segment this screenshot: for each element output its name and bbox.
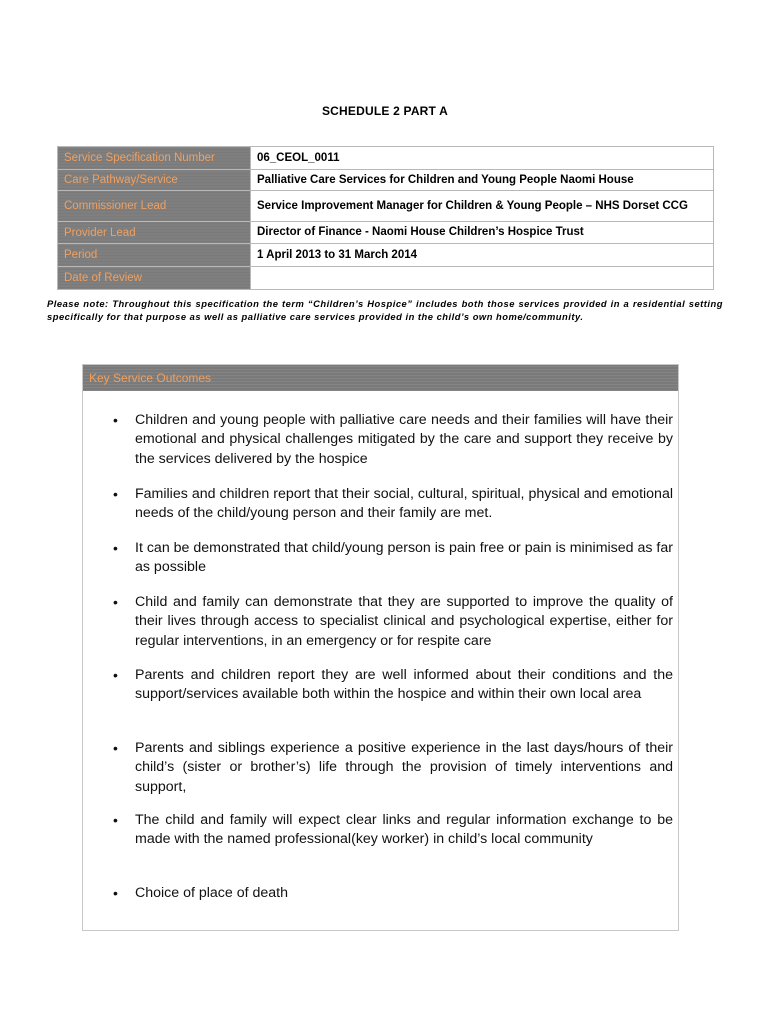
- bullet-icon: •: [113, 412, 118, 428]
- spec-row-commissioner-lead: [58, 191, 714, 222]
- spec-label: Commissioner Lead: [58, 191, 251, 222]
- outcome-item: [113, 593, 673, 651]
- spec-value: Director of Finance - Naomi House Children’s Hospice Trust: [251, 222, 714, 244]
- outcome-text: Choice of place of death: [135, 885, 289, 901]
- outcome-text: Families and children report that their social, cultural, spiritual, physical and emotional needs of the child/young person and their family are met.: [135, 486, 673, 522]
- service-specification-table: [57, 146, 714, 290]
- outcome-text: Parents and siblings experience a positive experience in the last days/hours of their child’s (sister or brother’s) life through the provision of timely interventions and support,: [135, 740, 673, 795]
- spec-value: [251, 267, 714, 290]
- spec-value: Palliative Care Services for Children and Young People Naomi House: [251, 170, 714, 191]
- spec-row-date-of-review: [58, 267, 714, 290]
- bullet-icon: •: [113, 540, 118, 556]
- please-note-paragraph: Please note: Throughout this specification the term “Children’s Hospice” includes both those services provided in a residential setting specifically for that purpose as well as palliative care services provided in the child’s own home/community.: [47, 298, 723, 322]
- outcome-text: Child and family can demonstrate that they are supported to improve the quality of their lives through access to specialist clinical and psychological expertise, either for regular interventions, in an emergency or for respite care: [135, 594, 673, 649]
- outcome-text: Children and young people with palliative care needs and their families will have their emotional and physical challenges mitigated by the care and support they receive by the services delivered by the hospice: [135, 412, 673, 467]
- outcome-item: [113, 811, 673, 850]
- outcome-item: [113, 739, 673, 797]
- key-service-outcomes-box: [82, 364, 679, 931]
- bullet-icon: •: [113, 486, 118, 502]
- spec-value: 1 April 2013 to 31 March 2014: [251, 244, 714, 267]
- outcome-text: It can be demonstrated that child/young person is pain free or pain is minimised as far as possible: [135, 540, 673, 576]
- spec-row-period: [58, 244, 714, 267]
- bullet-icon: •: [113, 812, 118, 828]
- bullet-icon: •: [113, 740, 118, 756]
- bullet-icon: •: [113, 667, 118, 683]
- outcome-item: [113, 539, 673, 578]
- bullet-icon: •: [113, 594, 118, 610]
- outcome-text: Parents and children report they are well informed about their conditions and the support/services available both within the hospice and within their own local area: [135, 667, 673, 703]
- outcome-item: [113, 485, 673, 524]
- outcome-item: [113, 411, 673, 469]
- spec-label: Service Specification Number: [58, 147, 251, 170]
- spec-value: 06_CEOL_0011: [251, 147, 714, 170]
- outcome-item: [113, 884, 673, 903]
- spec-row-care-pathway: [58, 170, 714, 191]
- schedule-title: SCHEDULE 2 PART A: [321, 104, 449, 118]
- spec-label: Date of Review: [58, 267, 251, 290]
- spec-row-spec-number: [58, 147, 714, 170]
- key-service-outcomes-header: Key Service Outcomes: [83, 365, 678, 391]
- outcome-item: [113, 666, 673, 705]
- spec-value: Service Improvement Manager for Children & Young People – NHS Dorset CCG: [251, 191, 714, 222]
- spec-label: Care Pathway/Service: [58, 170, 251, 191]
- spec-label: Period: [58, 244, 251, 267]
- outcome-text: The child and family will expect clear links and regular information exchange to be made with the named professional(key worker) in child’s local community: [135, 812, 673, 848]
- bullet-icon: •: [113, 885, 118, 901]
- spec-label: Provider Lead: [58, 222, 251, 244]
- spec-row-provider-lead: [58, 222, 714, 244]
